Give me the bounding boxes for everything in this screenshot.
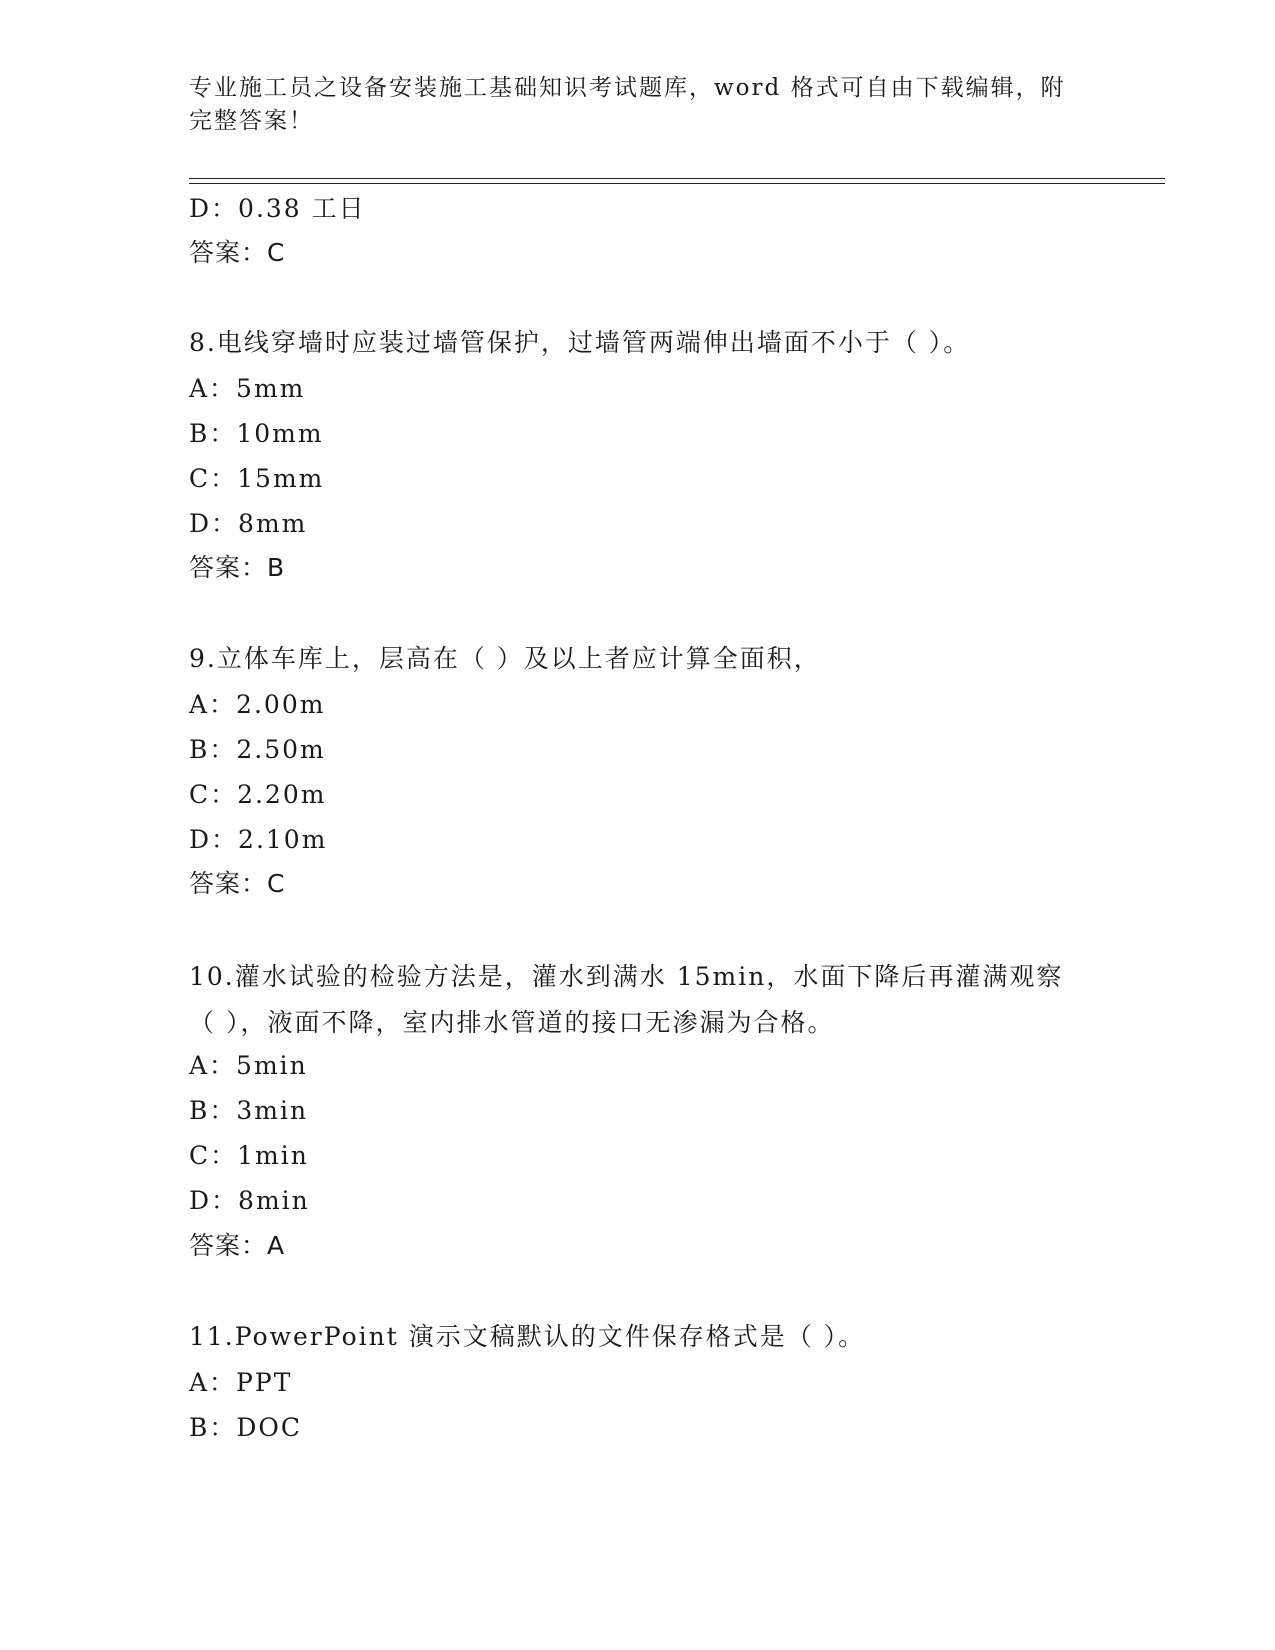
q10-option-a: A：5min xyxy=(189,1051,308,1080)
document-header: 专业施工员之设备安装施工基础知识考试题库，word 格式可自由下载编辑，附完整答案！ xyxy=(189,75,1066,134)
header-divider-bottom xyxy=(189,183,1165,184)
q9-answer: 答案：C xyxy=(189,869,286,898)
q8-answer: 答案：B xyxy=(189,553,286,582)
q8-option-a: A：5mm xyxy=(189,374,306,403)
q10-option-b: B：3min xyxy=(189,1096,309,1125)
q7-option-d: D：0.38 工日 xyxy=(189,194,366,223)
q9-option-d: D：2.10m xyxy=(189,825,328,854)
q10-option-d: D：8min xyxy=(189,1186,310,1215)
q9-option-c: C：2.20m xyxy=(189,780,327,809)
q8-option-c: C：15mm xyxy=(189,464,325,493)
q8-option-b: B：10mm xyxy=(189,419,324,448)
q10-answer: 答案：A xyxy=(189,1231,286,1260)
header-divider-top xyxy=(189,178,1165,179)
q7-answer: 答案：C xyxy=(189,238,286,267)
q10-stem: 10.灌水试验的检验方法是，灌水到满水 15min，水面下降后再灌满观察（ ），液面不降，室内排水管道的接口无渗漏为合格。 xyxy=(189,962,1064,1037)
q8-stem: 8.电线穿墙时应装过墙管保护，过墙管两端伸出墙面不小于（ ）。 xyxy=(189,328,971,357)
q11-option-b: B：DOC xyxy=(189,1413,303,1442)
q11-stem: 11.PowerPoint 演示文稿默认的文件保存格式是（ ）。 xyxy=(189,1322,866,1351)
q9-option-a: A：2.00m xyxy=(189,690,326,719)
q11-option-a: A：PPT xyxy=(189,1368,293,1397)
q10-option-c: C：1min xyxy=(189,1141,309,1170)
q9-stem: 9.立体车库上，层高在（ ）及以上者应计算全面积， xyxy=(189,644,821,673)
q9-option-b: B：2.50m xyxy=(189,735,326,764)
q8-option-d: D：8mm xyxy=(189,509,308,538)
